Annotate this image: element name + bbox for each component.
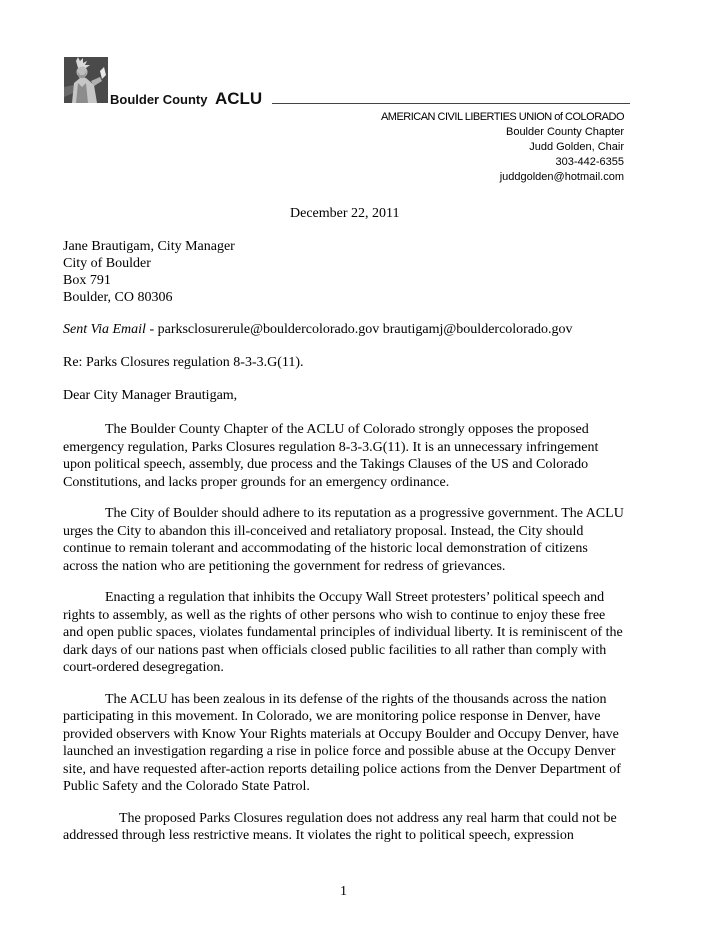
sent-via-line	[63, 322, 573, 338]
letterhead-chair-line: Judd Golden, Chair	[529, 141, 624, 153]
statue-of-liberty-icon	[64, 57, 108, 103]
body-paragraph: The ACLU has been zealous in its defense of the rights of the thousands across the nation participating in this movement. In Colorado, we are monitoring police response in Denver, have provided observers with Know Your Rights materials at Occupy Boulder and Occupy Denver, have launched an investigation regarding a rise in police force and possible abuse at the Occupy Denver site, and have requested after-action reports detailing police actions from the Denver Department of Public Safety and the Colorado State Patrol.	[63, 691, 621, 794]
letter-body	[63, 421, 625, 859]
page-number: 1	[340, 884, 347, 899]
body-paragraph: The proposed Parks Closures regulation does not address any real harm that could not be addressed through less restrictive means. It violates the right to political speech, expression	[63, 810, 617, 843]
recipient-name: Jane Brautigam, City Manager	[63, 239, 235, 254]
org-brand	[110, 89, 262, 109]
recipient-zip: Boulder, CO 80306	[63, 290, 173, 305]
letter-date: December 22, 2011	[290, 206, 400, 221]
body-paragraph: Enacting a regulation that inhibits the Occupy Wall Street protesters’ political speech and rights to assembly, as well as the rights of other persons who wish to continue to enjoy these free and open public spaces, violates fundamental principles of individual liberty. It is reminiscent of the dark days of our nations past when officials closed public facilities to all rather than comply with court-ordered desegregation.	[63, 590, 623, 675]
recipient-city: City of Boulder	[63, 256, 151, 271]
subject-line: Re: Parks Closures regulation 8-3-3.G(11).	[63, 355, 304, 370]
letterhead-chapter-line: Boulder County Chapter	[505, 126, 624, 138]
recipient-box: Box 791	[63, 273, 111, 288]
recipient-address	[63, 238, 235, 306]
sent-via-label: Sent Via Email -	[63, 322, 158, 337]
body-paragraph: The City of Boulder should adhere to its reputation as a progressive government. The ACLU urges the City to abandon this ill-conceived and retaliatory proposal. Instead, the City should continue to remain tolerant and accommodating of the historic local demonstration of citizens across the nation who are petitioning the government for redress of grievances.	[63, 506, 624, 574]
letterhead-contact	[381, 110, 624, 185]
sent-via-emails: parksclosurerule@bouldercolorado.gov brautigamj@bouldercolorado.gov	[157, 322, 573, 337]
org-name: Boulder County	[110, 92, 208, 107]
letterhead-email: juddgolden@hotmail.com	[499, 171, 624, 183]
salutation: Dear City Manager Brautigam,	[63, 388, 238, 403]
letterhead-org-line: AMERICAN CIVIL LIBERTIES UNION of COLORADO	[380, 111, 624, 123]
body-paragraph: The Boulder County Chapter of the ACLU of Colorado strongly opposes the proposed emergency regulation, Parks Closures regulation 8-3-3.G(11). It is an unnecessary infringement upon political speech, assembly, due process and the Takings Clauses of the US and Colorado Constitutions, and lacks proper grounds for an emergency ordinance.	[63, 422, 599, 490]
letterhead-rule	[272, 103, 630, 104]
letterhead-phone: 303-442-6355	[555, 156, 624, 168]
org-acronym: ACLU	[214, 89, 263, 108]
